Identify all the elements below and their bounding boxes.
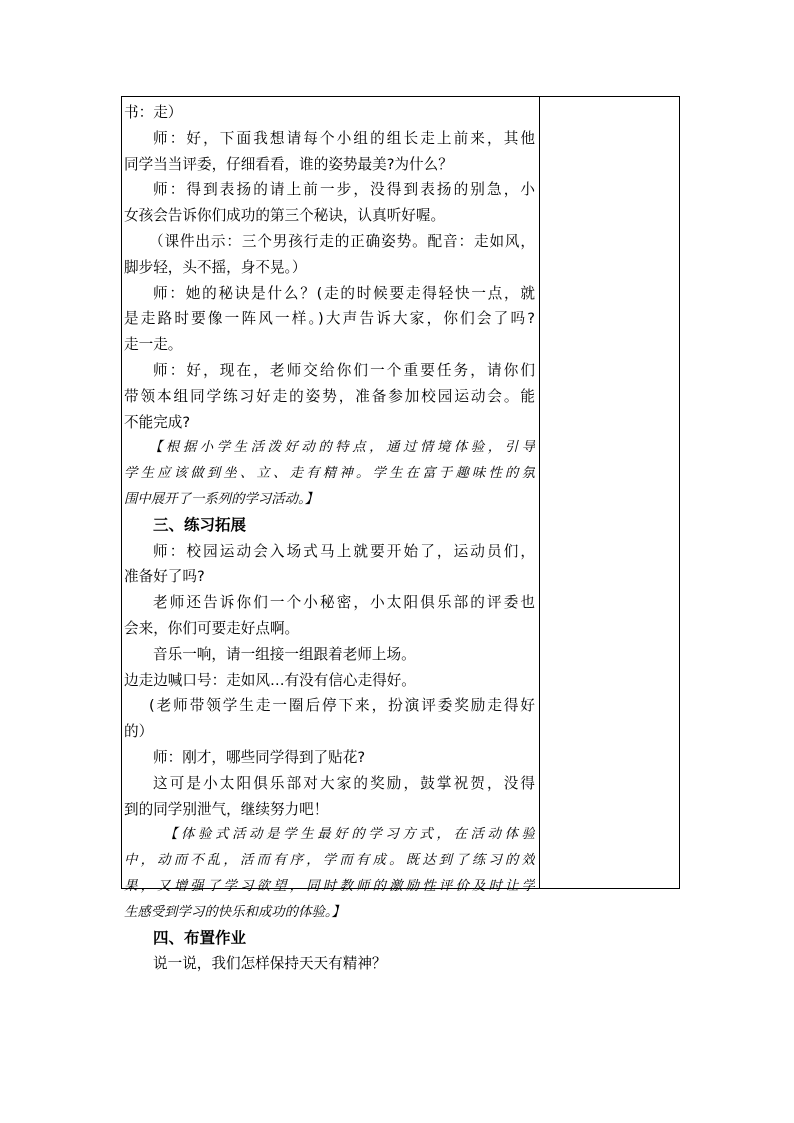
text-line: 同学当当评委，仔细看看，谁的姿势最美?为什么？ <box>124 155 453 173</box>
lesson-content-cell <box>124 100 535 977</box>
text-line: 说一说，我们怎样保持天天有精神？ <box>153 955 387 973</box>
text-line: 不能完成? <box>124 413 191 431</box>
text-line: 会来，你们可要走好点啊。 <box>124 619 300 637</box>
design-note-line: 学生应该做到坐、立、走有精神。学生在富于趣味性的氛 <box>124 466 535 482</box>
text-line: 师：好，现在，老师交给你们一个重要任务，请你们 <box>153 361 535 379</box>
section-heading: 四、布置作业 <box>153 928 247 947</box>
text-line: 到的同学别泄气，继续努力吧！ <box>124 800 329 818</box>
text-line: 师：刚才，哪些同学得到了贴花? <box>153 748 366 766</box>
text-line: 女孩会告诉你们成功的第三个秘诀，认真听好喔。 <box>124 207 446 225</box>
design-note-line: 中，动而不乱，活而有序，学而有成。既达到了练习的效 <box>124 853 535 869</box>
text-line: 师：校园运动会入场式马上就要开始了，运动员们， <box>153 542 535 560</box>
text-line: 师：得到表扬的请上前一步，没得到表扬的别急，小 <box>153 181 535 199</box>
text-line: 带领本组同学练习好走的姿势，准备参加校园运动会。能 <box>124 387 535 405</box>
text-line: 的） <box>124 723 154 741</box>
text-line: 是走路时要像一阵风一样。)大声告诉大家，你们会了吗? <box>124 310 535 328</box>
text-line: 准备好了吗? <box>124 568 205 586</box>
text-line: 音乐一响，请一组接一组跟着老师上场。 <box>153 645 416 663</box>
design-note-line: 生感受到学习的快乐和成功的体验。】 <box>124 904 345 920</box>
text-line: （课件出示：三个男孩行走的正确姿势。配音：走如风， <box>149 232 535 250</box>
design-note-line: 【体验式活动是学生最好的学习方式，在活动体验 <box>164 827 535 843</box>
text-line: 脚步轻，头不摇，身不晃。） <box>124 258 307 276</box>
design-note-line: 【根据小学生活泼好动的特点，通过情境体验，引导 <box>149 440 535 456</box>
section-heading: 三、练习拓展 <box>153 515 247 534</box>
text-line: 边走边喊口号：走如风…有没有信心走得好。 <box>124 671 416 689</box>
text-line: (老师带领学生走一圈后停下来，扮演评委奖励走得好 <box>149 697 535 715</box>
text-line: 书：走） <box>124 104 183 121</box>
notes-column-cell <box>540 97 679 888</box>
text-line: 这可是小太阳俱乐部对大家的奖励，鼓掌祝贺，没得 <box>153 774 535 792</box>
lesson-table <box>121 96 680 973</box>
text-line: 师：好，下面我想请每个小组的组长走上前来，其他 <box>153 129 535 147</box>
design-note-line: 果，又增强了学习欲望，同时教师的激励性评价及时让学 <box>124 878 535 894</box>
text-line: 师：她的秘诀是什么？(走的时候要走得轻快一点，就 <box>153 284 535 302</box>
design-note-line: 围中展开了一系列的学习活动。】 <box>124 491 319 507</box>
text-line: 走一走。 <box>124 336 183 354</box>
text-line: 老师还告诉你们一个小秘密，小太阳俱乐部的评委也 <box>153 594 535 612</box>
